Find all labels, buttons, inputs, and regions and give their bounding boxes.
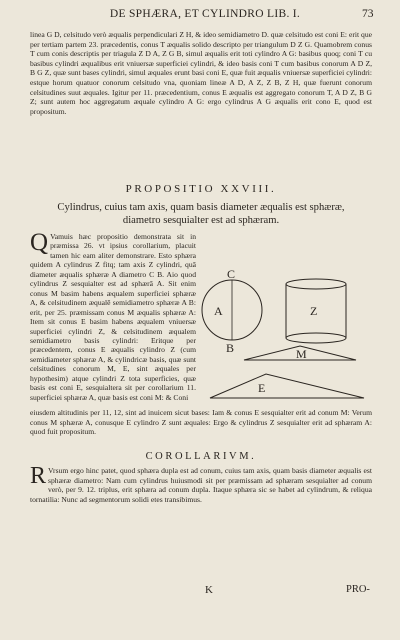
continuation-text: eiusdem altitudinis per 11, 12, sint ad inuicem sicut bases: Iam & conus E sesquialter erit ad conum M: Verum conus M sphæræ A, conusque E cylindro Z sunt æquales: Ergo & cylindrus Z sesquialter erit ad sphæram A: quod fuit propositum. bbox=[30, 408, 372, 437]
label-cone-e: E bbox=[258, 381, 266, 395]
corollary-text: Vrsum ergo hinc patet, quod sphæra dupla est ad conum, cuius tam axis, quam basis diameter æqualis est sphæræ diametro: Nam cum cylindrus huiusmodi sit per præmissam ad sphæram sesquialter ad conum verò, per 9. 12. triplus, erit sphæra ad conum dupla. Itaque sphæra sic se habet ad cylindrum, & reliqua tornatilia: Nunc ad segmentorum solidi etes transibimus. bbox=[30, 466, 372, 504]
label-sphere: A bbox=[214, 304, 223, 318]
running-title: DE SPHÆRA, ET CYLINDRO LIB. I. bbox=[109, 8, 301, 20]
cylinder-top bbox=[286, 279, 346, 289]
enunciation-line-1: Cylindrus, cuius tam axis, quam basis diameter æqualis est sphæræ, bbox=[57, 202, 345, 213]
intro-text: Vamuis hæc propositio demonstrata sit in præmissa 26. vt ipsius corollarium, placuit tamen hic eam aliter demonstrare. Esto sphæra quidem A cylindrus Z fitq; tam axis Z cylindri, quā diameter æqualis sphæræ A diametro C B. Aio quod cylindrus Z sesquialter est ad sphærā bbox=[30, 232, 196, 289]
corollary-text-block bbox=[30, 463, 372, 504]
page-number: 73 bbox=[362, 8, 374, 20]
catchword: PRO- bbox=[346, 584, 370, 595]
label-sphere-top: C bbox=[227, 270, 236, 281]
cone-e bbox=[210, 374, 364, 398]
drop-capital: Q bbox=[30, 229, 49, 256]
cylinder-bottom bbox=[286, 333, 346, 343]
label-cylinder: Z bbox=[310, 304, 318, 318]
label-sphere-bottom: B bbox=[226, 341, 235, 355]
proposition-enunciation bbox=[30, 201, 372, 227]
proposition-text-block bbox=[30, 229, 197, 402]
corollary-drop-capital: R bbox=[30, 463, 47, 489]
top-paragraph: linea G D, celsitudo verò æqualis perpendiculari Z H, & ideo semidiametro D. quæ celsitudo est coni E: erit que per tertiam partem 23. præcedentis, conus T æqualis solido descripto per triangulum D Z G. Quamobrem conus T cum conis descriptis per triagula Z D A, Z G B, simul æqualis erit toti cylindro A G: basibus quoq; coni T cu basibus cylindri æqualibus erit vniuersæ superficiei cylindri, & ideo basis coni T cum basibus conorum A D Z, B G Z, quæ sunt bases cylindri, simul æquales erunt basi coni E, quæ fuit æqualis vniuersæ superficiei cylindri: estque horum quatuor conorum celsitudo vna, quoniam lineæ A D, A Z, Z B, Z H, quæ fuerunt conorum celsitudines suut æquales. Igitur per 11. præcedentium, conus E æqualis est aggregato conorum T, A D Z, B G Z; sunt autem hoc aggregatum æquale cylindro A G: ergo cylindrus A G æqualis erit cono E, quod est propositum. bbox=[30, 30, 372, 116]
corollary-title: COROLLARIVM. bbox=[145, 451, 257, 462]
label-cone-m: M bbox=[296, 347, 307, 361]
left-column-text: A. Sit enim conus M basim habens æqualem superficiei sphæræ A, & celsitudinem æqualē semidiametro sphæræ A B: erit, per 25. præmissam conus M æqualis sphæræ A: Item sit conus E basim habens æqualem vniuersæ superficiei cylindri Z, & celsitudinem æqualem semidiametro basis cylindri: Eritque per præcedentem, conus E æqualis cylindro Z (cum semidiameter sphæræ A, & cylindricæ basis, quæ sunt celsitudines conorum M, E, sint æquales per hypothesim) atque cylindri Z tota superficies, quæ basis est coni E, sesquialtera sit per corollarium 11. superficiei sphæræ A, quæ basis est coni M: & Coni bbox=[30, 279, 197, 402]
proposition-title: PROPOSITIO XXVIII. bbox=[125, 183, 277, 195]
signature-mark: K bbox=[205, 584, 213, 596]
geometric-figure bbox=[196, 270, 372, 406]
enunciation-line-2: diametro sesquialter est ad sphæram. bbox=[122, 215, 280, 226]
